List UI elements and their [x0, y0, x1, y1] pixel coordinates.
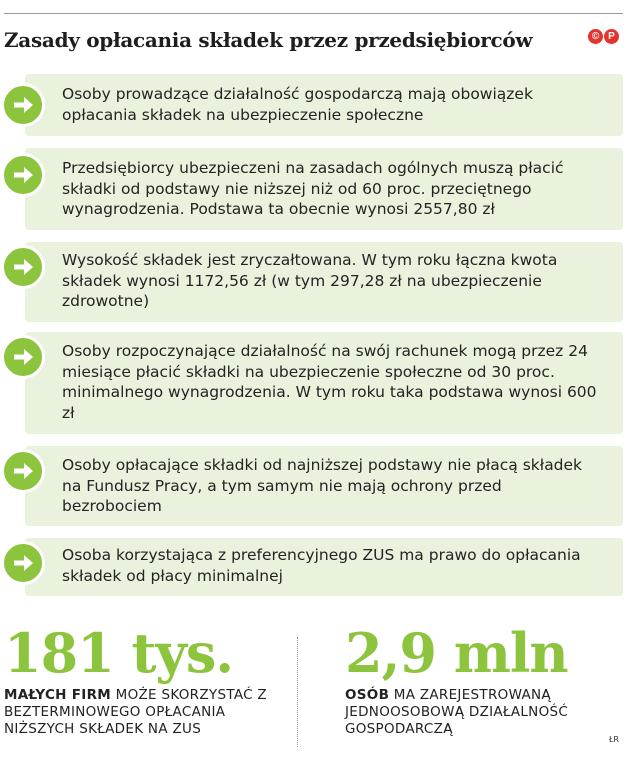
- publisher-logo: [588, 29, 619, 44]
- arrow-right-icon: [1, 449, 45, 493]
- logo-copyright-icon: ©: [588, 29, 603, 44]
- list-item: [0, 148, 623, 230]
- item-text: Osoby prowadzące działalność gospodarczą mają obowiązek opłacania składek na ubezpieczenie społeczne: [62, 85, 533, 124]
- stat-caption: [4, 687, 289, 738]
- item-text: Przedsiębiorcy ubezpieczeni na zasadach ogólnych muszą płacić składki od podstawy nie niższej niż od 60 proc. przeciętnego wynagrodzenia. Podstawa ta obecnie wynosi 2557,80 zł: [62, 159, 564, 218]
- arrow-right-icon: [1, 335, 45, 379]
- arrow-right-icon: [1, 245, 45, 289]
- stat-number: 2,9 mln: [345, 621, 568, 685]
- list-item: [0, 74, 623, 136]
- arrow-right-icon: [1, 83, 45, 127]
- list-item: [0, 538, 623, 596]
- stat-caption-bold: MAŁYCH FIRM: [4, 687, 112, 703]
- item-text: Osoby opłacające składki od najniższej podstawy nie płacą składek na Fundusz Pracy, a tym samym nie mają ochrony przed bezrobociem: [62, 456, 583, 515]
- stat-caption-rest: MA ZAREJESTROWANĄ JEDNOOSOBOWĄ DZIAŁALNOŚĆ GOSPODARCZĄ: [345, 687, 569, 737]
- list-item: [0, 446, 623, 526]
- item-text: Osoba korzystająca z preferencyjnego ZUS ma prawo do opłacania składek od płacy minimalnej: [62, 546, 581, 585]
- page-title: Zasady opłacania składek przez przedsiębiorców: [4, 28, 533, 52]
- top-rule: [4, 13, 623, 14]
- stat-persons: [345, 621, 605, 738]
- author-credit: ŁR: [608, 735, 619, 744]
- stat-caption-rest: MOŻE SKORZYSTAĆ Z BEZTERMINOWEGO OPŁACANIA NIŻSZYCH SKŁADEK NA ZUS: [4, 687, 267, 737]
- stat-small-firms: [4, 621, 289, 738]
- item-text: Wysokość składek jest zryczałtowana. W tym roku łączna kwota składek wynosi 1172,56 zł (w tym 297,28 zł na ubezpieczenie zdrowotne): [62, 251, 558, 310]
- logo-p-icon: P: [604, 29, 619, 44]
- stats-section: [0, 621, 631, 760]
- header: [4, 22, 623, 62]
- list-item: [0, 332, 623, 434]
- divider: [297, 637, 298, 747]
- stat-caption-bold: OSÓB: [345, 687, 390, 703]
- stat-number: 181 tys.: [4, 621, 234, 685]
- list-item: [0, 242, 623, 322]
- item-text: Osoby rozpoczynające działalność na swój rachunek mogą przez 24 miesiące płacić składki na ubezpieczenie społeczne od 30 proc. minimalnego wynagrodzenia. W tym roku taka podstawa wynosi 600 zł: [62, 342, 597, 422]
- stat-caption: [345, 687, 605, 738]
- arrow-right-icon: [1, 153, 45, 197]
- arrow-right-icon: [1, 541, 45, 585]
